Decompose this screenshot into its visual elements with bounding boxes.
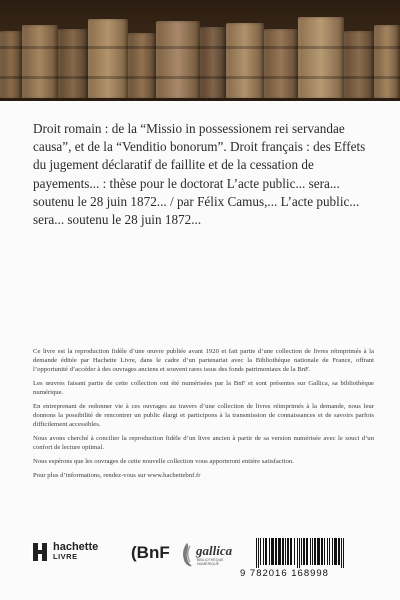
paragraph: Nous espérons que les ouvrages de cette nouvelle collection vous apporteront entière satisfaction. <box>33 458 294 466</box>
paragraph: Ce livre est la reproduction fidèle d’une œuvre publiée avant 1920 et fait partie d’une collection de livres réimprimés à la demande éditée par Hachette Livre, dans le cadre d’un partenariat avec la Bibliothèque nationale de France, offrant l’opportunité d’accéder à des ouvrages anciens et souvent rares issus des fonds patrimoniaux de la BnF. <box>33 348 374 373</box>
book-spine <box>58 29 88 99</box>
hachette-logo-icon <box>30 541 50 563</box>
publisher-logos <box>30 541 233 571</box>
isbn-number: 9 782016 168998 <box>240 568 329 579</box>
book-spine <box>0 31 22 99</box>
description-text <box>33 348 374 487</box>
bookshelf-photo <box>0 0 400 101</box>
hachette-label: hachette <box>53 541 99 553</box>
isbn-barcode <box>240 538 380 582</box>
book-spine <box>264 29 298 99</box>
gallica-sub-label: NUMÉRIQUE <box>197 562 219 566</box>
hachette-logo <box>30 541 98 563</box>
gallica-label: gallica <box>196 543 233 558</box>
paragraph: Les œuvres faisant partie de cette collection ont été numérisées par la BnF et sont présentes sur Gallica, sa bibliothèque numérique. <box>33 380 374 396</box>
gallica-sub-label: BIBLIOTHÈQUE <box>197 558 224 562</box>
book-spine <box>88 19 128 99</box>
barcode-icon <box>254 538 378 568</box>
gallica-logo-icon <box>180 542 194 568</box>
livre-label: LIVRE <box>53 552 78 561</box>
spine-band <box>0 46 400 49</box>
book-spine <box>200 27 226 99</box>
book-title: Droit romain : de la “Missio in possessionem rei servandae causa”, et de la “Venditio bonorum”. Droit français : des Effets du jugement déclaratif de faillite et de la cessation de payements... : thèse pour le doctorat L’acte public... sera... soutenu le 28 juin 1872... / par Félix Camus,... L’acte public... sera... soutenu le 28 juin 1872... <box>33 121 366 228</box>
book-spine <box>156 21 200 99</box>
book-spine <box>128 33 156 99</box>
book-spine <box>344 31 374 99</box>
paragraph: En entreprenant de redonner vie à ces ouvrages au travers d’une collection de livres réimprimés à la demande, nous leur donnons la possibilité de rencontrer un public élargi et participons à la transmission de connaissances et de savoirs parfois difficilement accessibles. <box>33 403 374 428</box>
bnf-logo-icon: (BnF <box>131 543 170 562</box>
spine-band <box>0 76 400 79</box>
book-spine <box>226 23 264 99</box>
book-spine <box>298 17 344 99</box>
shelf-edge <box>0 98 400 101</box>
paragraph: Nous avons cherché à concilier la reproduction fidèle d’un livre ancien à partir de sa version numérisée avec le souci d’un confort de lecture optimal. <box>33 435 374 452</box>
book-spine <box>22 25 58 99</box>
book-spine <box>374 25 400 99</box>
gallica-logo <box>180 541 240 569</box>
paragraph: Pour plus d’informations, rendez-vous sur www.hachettebnf.fr <box>33 472 201 480</box>
